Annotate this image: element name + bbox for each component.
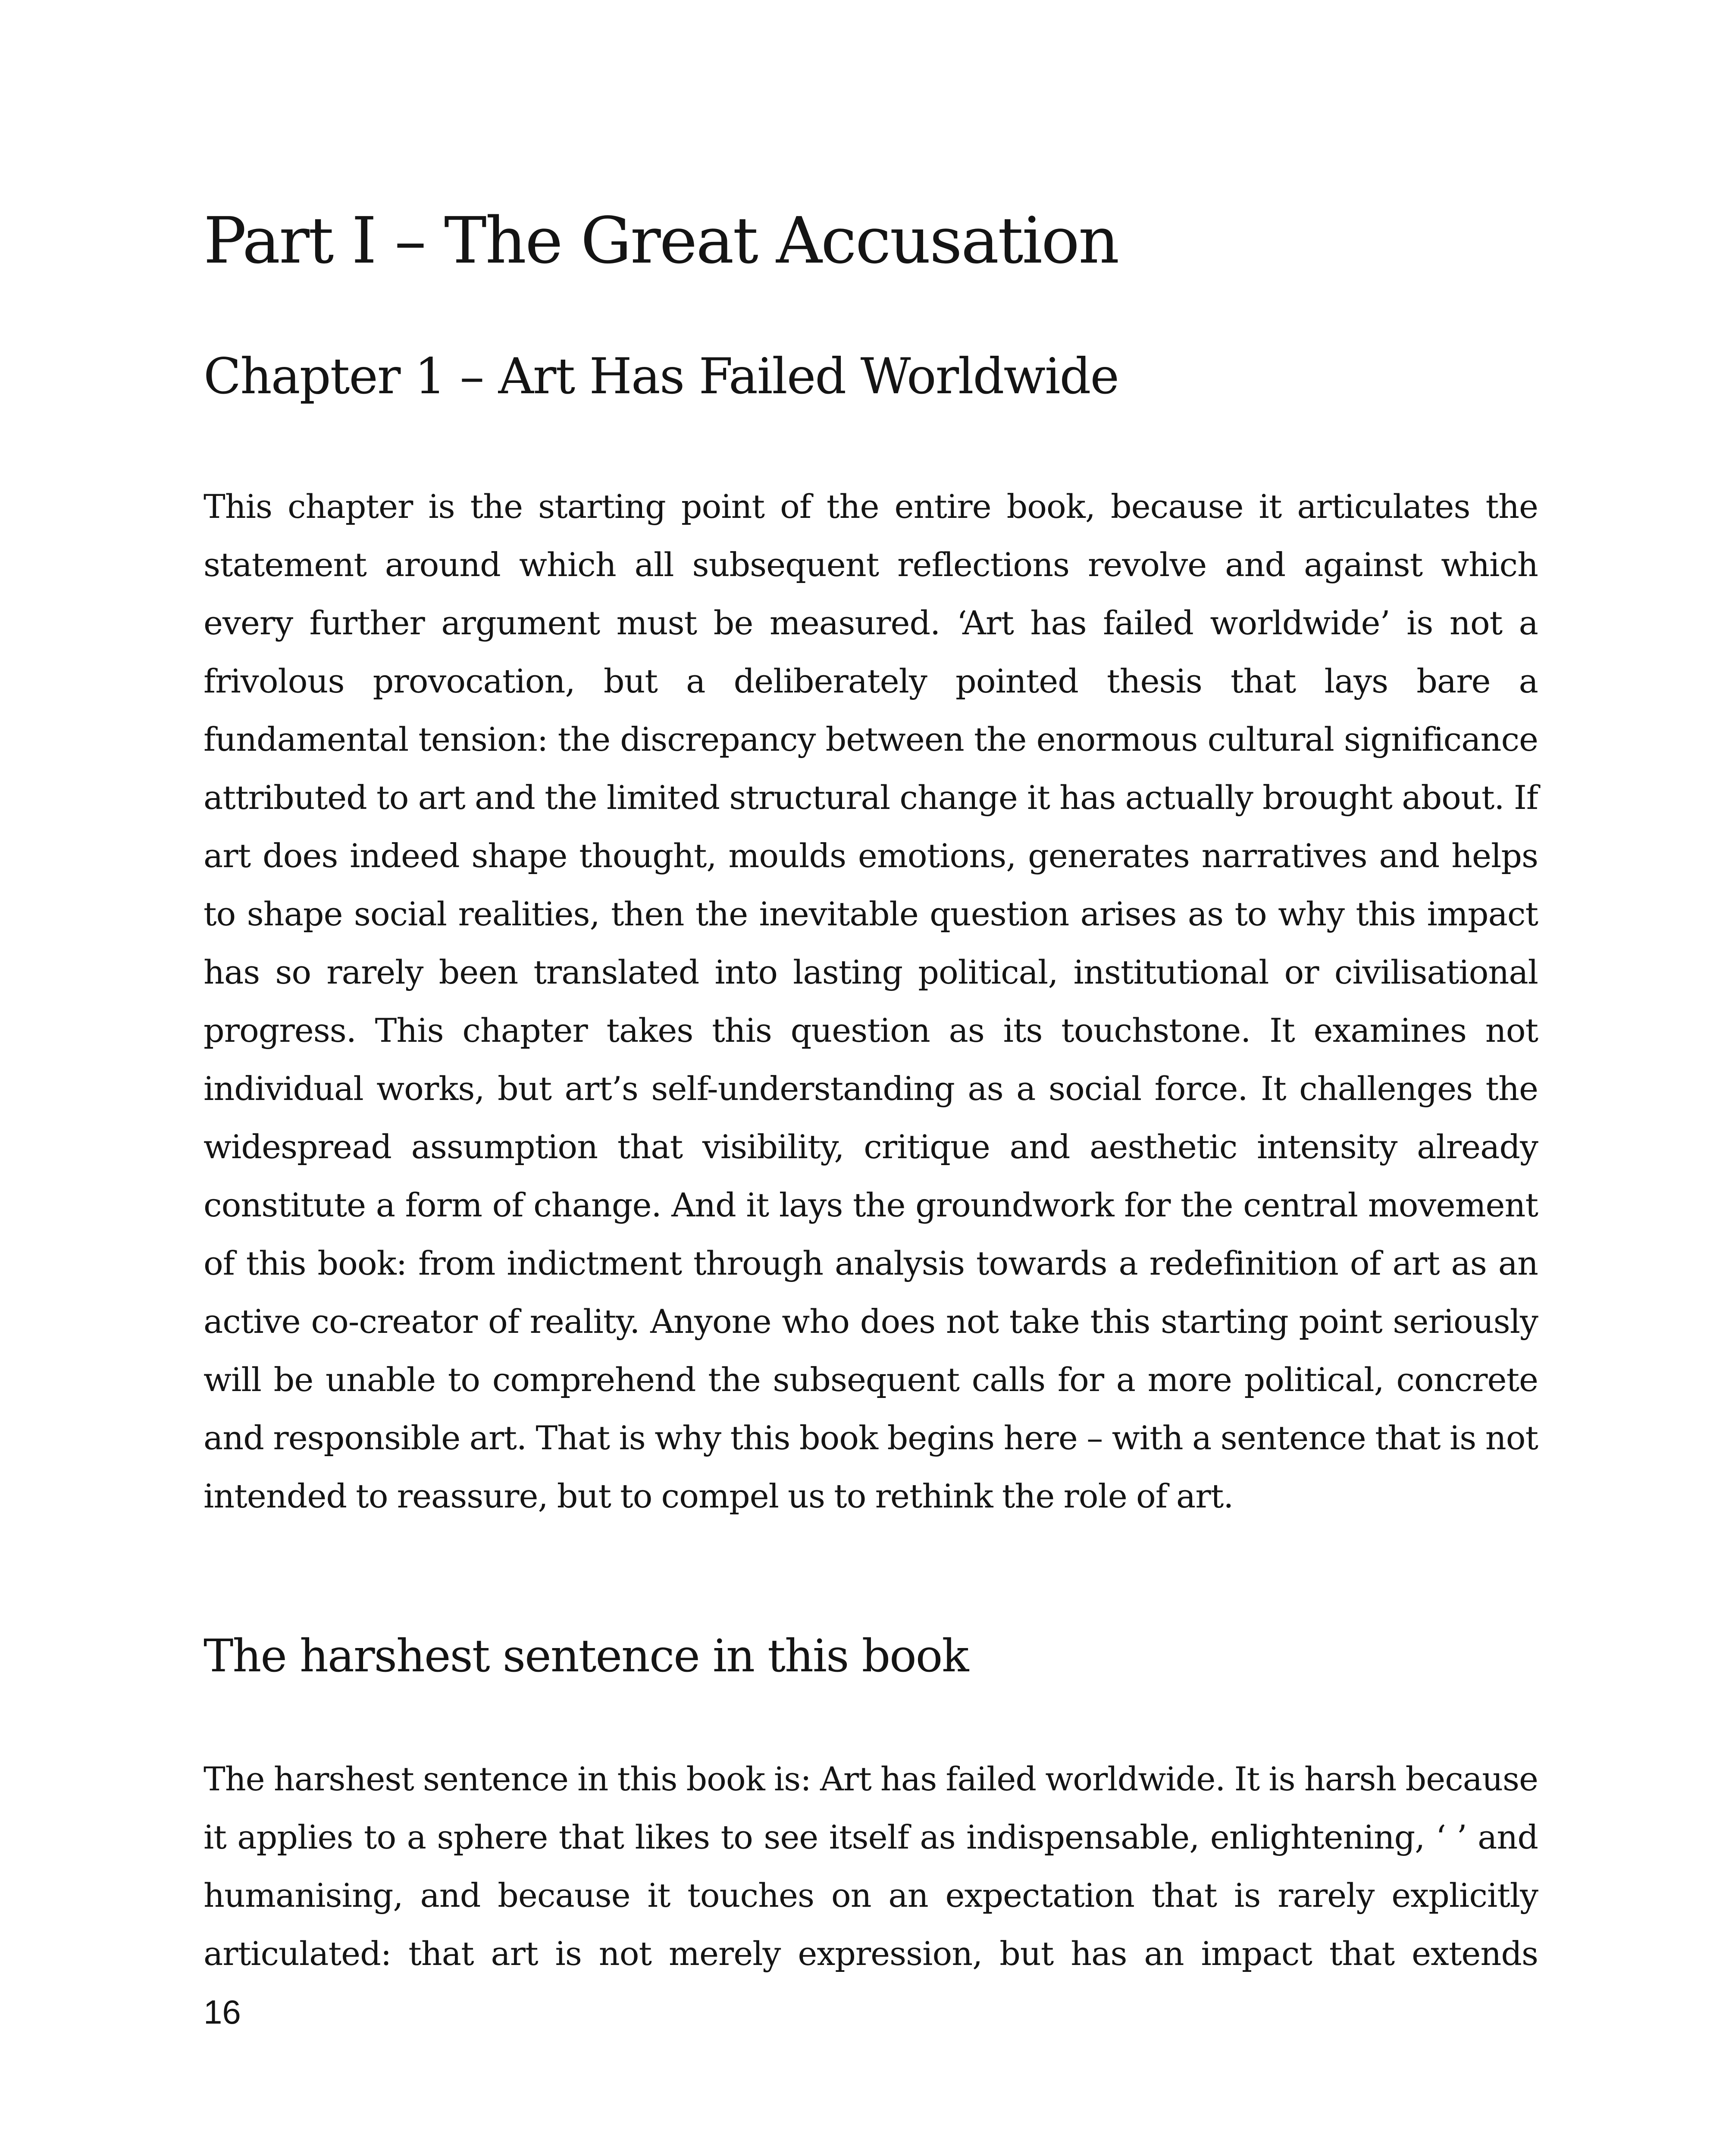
intro-paragraph: This chapter is the starting point of the entire book, because it articulates the statement around which all subsequent reflections revolve and against which every further argument must be measured. ‘Art has failed worldwide’ is not a frivolous provocation, but a deliberately pointed thesis that lays bare a fundamental tension: the discrepancy between the enormous cultural significance attributed to art and the limited structural change it has actually brought about. If art does indeed shape thought, moulds emotions, generates narratives and helps to shape social realities, then the inevitable question arises as to why this impact has so rarely been translated into lasting political, institutional or civilisational progress. This chapter takes this question as its touchstone. It examines not individual works, but art’s self-understanding as a social force. It challenges the widespread assumption that visibility, critique and aesthetic intensity already constitute a form of change. And it lays the groundwork for the central movement of this book: from indictment through analysis towards a redefinition of art as an active co-creator of reality. Anyone who does not take this starting point seriously will be unable to comprehend the subsequent calls for a more political, concrete and responsible art. That is why this book begins here – with a sentence that is not intended to reassure, but to compel us to rethink the role of art. (204, 487, 1538, 1515)
section-title: The harshest sentence in this book (204, 1630, 968, 1682)
chapter-title: Chapter 1 – Art Has Failed Worldwide (204, 348, 1118, 405)
page-number: 16 (204, 1993, 241, 2031)
section-paragraph: The harshest sentence in this book is: Art has failed worldwide. It is harsh because it applies to a sphere that likes to see itself as indispensable, enlightening, ‘ ’ and humanising, and because it touches on an expectation that is rarely explicitly articulated: that art is not merely expression, but has an impact that extends (204, 1760, 1538, 1973)
part-title: Part I – The Great Accusation (204, 204, 1118, 278)
